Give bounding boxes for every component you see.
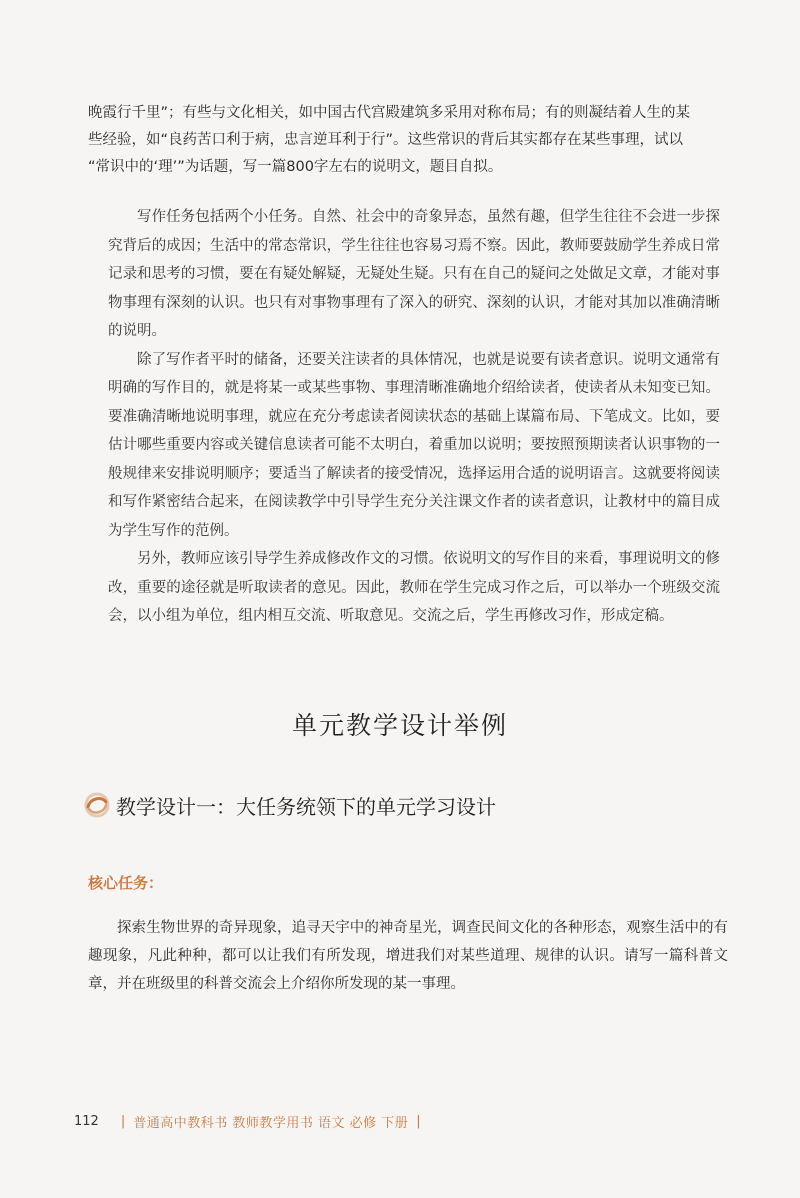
book-series: 普通高中教科书 教师教学用书 语文 必修 下册	[133, 1116, 409, 1131]
design-title: 教学设计一：大任务统领下的单元学习设计	[116, 794, 496, 819]
teaching-guidance	[108, 203, 720, 631]
intro-line: 晚霞行千里”；有些与文化相关，如中国古代宫殿建筑多采用对称布局；有的则凝结着人生的某	[88, 105, 691, 121]
guidance-paragraph: 另外，教师应该引导学生养成修改作文的习惯。依说明文的写作目的来看，事理说明文的修改，重要的途径就是听取读者的意见。因此，教师在学生完成习作之后，可以举办一个班级交流会，以小组为单位，组内相互交流、听取意见。交流之后，学生再修改习作，形成定稿。	[108, 551, 720, 624]
page-number: 112	[74, 1114, 99, 1129]
design-heading	[84, 788, 496, 822]
intro-line: “常识中的‘理’”为话题，写一篇800字左右的说明文，题目自拟。	[88, 159, 503, 175]
section-heading: 单元教学设计举例	[291, 711, 508, 740]
core-task-label: 核心任务：	[88, 874, 164, 892]
core-task-text	[88, 914, 728, 998]
footer-divider: |	[416, 1114, 421, 1129]
page-footer	[74, 1112, 429, 1131]
guidance-paragraph: 写作任务包括两个小任务。自然、社会中的奇象异态，虽然有趣，但学生往往不会进一步探究背后的成因；生活中的常态常识，学生往往也容易习焉不察。因此，教师要鼓励学生养成日常记录和思考的习惯，要在有疑处解疑，无疑处生疑。只有在自己的疑问之处做足文章，才能对事物事理有深刻的认识。也只有对事物事理有了深入的研究、深刻的认识，才能对其加以准确清晰的说明。	[108, 209, 720, 339]
core-task-paragraph: 探索生物世界的奇异现象，追寻天宇中的神奇星光，调查民间文化的各种形态，观察生活中的有趣现象，凡此种种，都可以让我们有所发现，增进我们对某些道理、规律的认识。请写一篇科普文章，并在班级里的科普交流会上介绍你所发现的某一事理。	[88, 920, 728, 992]
intro-text	[88, 100, 728, 181]
intro-line: 些经验，如“良药苦口利于病，忠言逆耳利于行”。这些常识的背后其实都存在某些事理，试以	[88, 132, 684, 148]
footer-divider: |	[120, 1114, 126, 1129]
guidance-paragraph: 除了写作者平时的储备，还要关注读者的具体情况，也就是说要有读者意识。说明文通常有明确的写作目的，就是将某一或某些事物、事理清晰准确地介绍给读者，使读者从未知变已知。要准确清晰地说明事理，就应在充分考虑读者阅读状态的基础上谋篇布局、下笔成文。比如，要估计哪些重要内容或关键信息读者可能不太明白，着重加以说明；要按照预期读者认识事物的一般规律来安排说明顺序；要适当了解读者的接受情况，选择运用合适的说明语言。这就要将阅读和写作紧密结合起来，在阅读教学中引导学生充分关注课文作者的读者意识，让教材中的篇目成为学生写作的范例。	[108, 351, 720, 539]
swirl-icon	[84, 792, 110, 818]
